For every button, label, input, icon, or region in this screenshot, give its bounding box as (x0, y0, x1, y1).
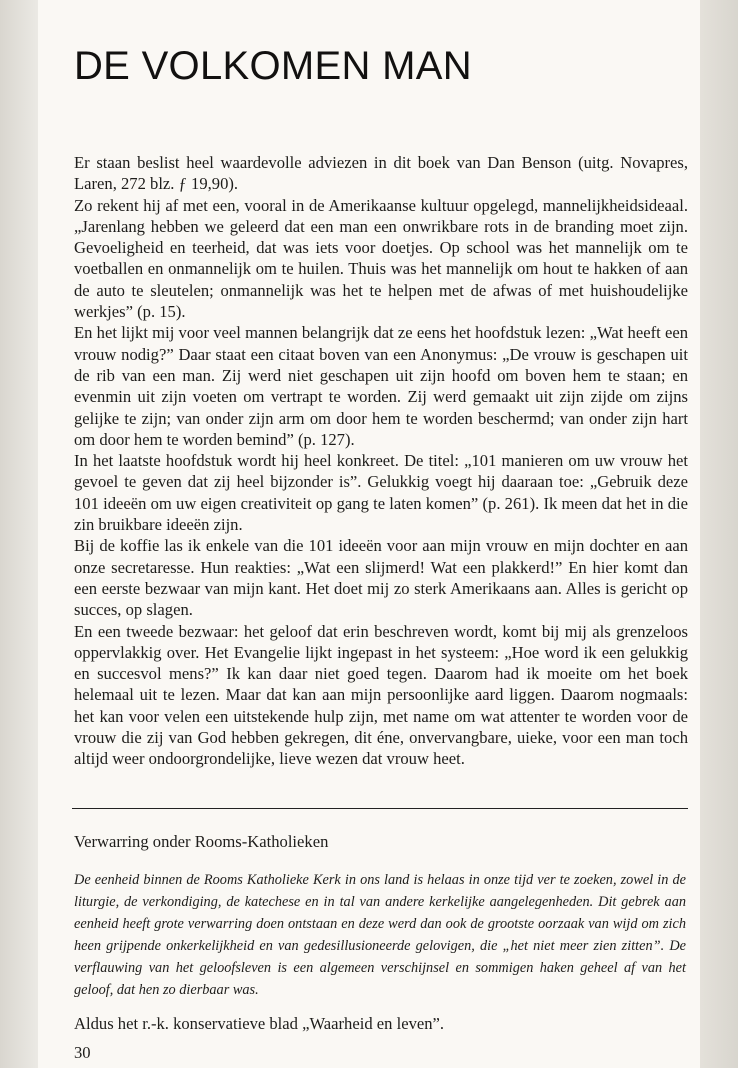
book-spine-shadow (0, 0, 38, 1068)
article-paragraph: Zo rekent hij af met een, vooral in de Amerikaanse kultuur opgelegd, mannelijkheidsideaal. „Jarenlang hebben we geleerd dat een man een onwrikbare rots in de branding moet zijn. Gevoeligheid en teerheid, dat was iets voor doetjes. Op school was het mannelijk om te voetballen en onmannelijk om te huilen. Thuis was het mannelijk om hout te hakken of aan de auto te sleutelen; onmannelijk was het te helpen met de afwas of met huishoudelijke werkjes” (p. 15). (74, 195, 688, 322)
article-paragraph: Bij de koffie las ik enkele van die 101 ideeën voor aan mijn vrouw en mijn dochter en aan onze secretaresse. Hun reakties: „Wat een slijmerd! Wat een plakkerd!” En hier komt dan een eerste bezwaar van mijn kant. Het doet mij zo sterk Amerikaans aan. Alles is gericht op succes, op slagen. (74, 536, 688, 620)
article-title: DE VOLKOMEN MAN (74, 44, 472, 88)
section-heading: Verwarring onder Rooms-Katholieken (74, 832, 329, 851)
section-quote: De eenheid binnen de Rooms Katholieke Kerk in ons land is helaas in onze tijd ver te zoeken, zowel in de liturgie, de verkondiging, de katechese en in tal van andere kerkelijke aangelegenheden. Dit gebrek aan eenheid heeft grote verwarring doen ontstaan en deze werd dan ook de grootste oorzaak van wijd om zich heen grijpende onkerkelijkheid en van gedesillusioneerde gelovigen, die „het niet meer zien zitten”. De verflauwing van het geloofsleven is een algemeen verschijnsel en sommigen haken geheel af van het geloof, dat hen zo dierbaar was. (74, 872, 686, 998)
article-body (74, 152, 688, 770)
book-page (38, 0, 700, 1068)
page-edge-shadow (700, 0, 738, 1068)
article-paragraph: In het laatste hoofdstuk wordt hij heel konkreet. De titel: „101 manieren om uw vrouw het gevoel te geven dat zij heel bijzonder is”. Gelukkig voegt hij daaraan toe: „Gebruik deze 101 ideeën om uw eigen creativiteit op gang te laten komen” (p. 261). Ik meen dat het in die zin bruikbare ideeën zijn. (74, 451, 688, 535)
article-paragraph: Er staan beslist heel waardevolle adviezen in dit boek van Dan Benson (uitg. Novapres, Laren, 272 blz. ƒ 19,90). (74, 153, 688, 194)
page-number: 30 (74, 1043, 91, 1062)
article-paragraph: En het lijkt mij voor veel mannen belangrijk dat ze eens het hoofdstuk lezen: „Wat heeft een vrouw nodig?” Daar staat een citaat boven van een Anonymus: „De vrouw is geschapen uit de rib van een man. Zij werd niet geschapen uit zijn hoofd om boven hem te staan; en evenmin uit zijn voeten om vertrapt te worden. Zij werd gemaakt uit zijn zijde om zijns gelijke te zijn; van onder zijn arm om door hem te worden beschermd; van onder zijn hart om door hem te worden bemind” (p. 127). (74, 323, 688, 449)
quote-source: Aldus het r.-k. konservatieve blad „Waarheid en leven”. (74, 1014, 445, 1033)
article-paragraph: En een tweede bezwaar: het geloof dat erin beschreven wordt, komt bij mij als grenzeloos oppervlakkig over. Het Evangelie lijkt ingepast in het systeem: „Hoe word ik een gelukkig en succesvol mens?” Ik kan daar niet goed tegen. Daarom had ik moeite om het boek helemaal uit te lezen. Maar dat kan aan mijn persoonlijke aard liggen. Daarom nogmaals: het kan voor velen een uitstekende hulp zijn, met name om wat attenter te worden voor de vrouw die zij van God hebben gekregen, dit éne, onvervangbare, uieke, voor een man toch altijd weer ondoorgrondelijke, lieve wezen dat vrouw heet. (74, 621, 688, 769)
section-divider (72, 808, 688, 809)
